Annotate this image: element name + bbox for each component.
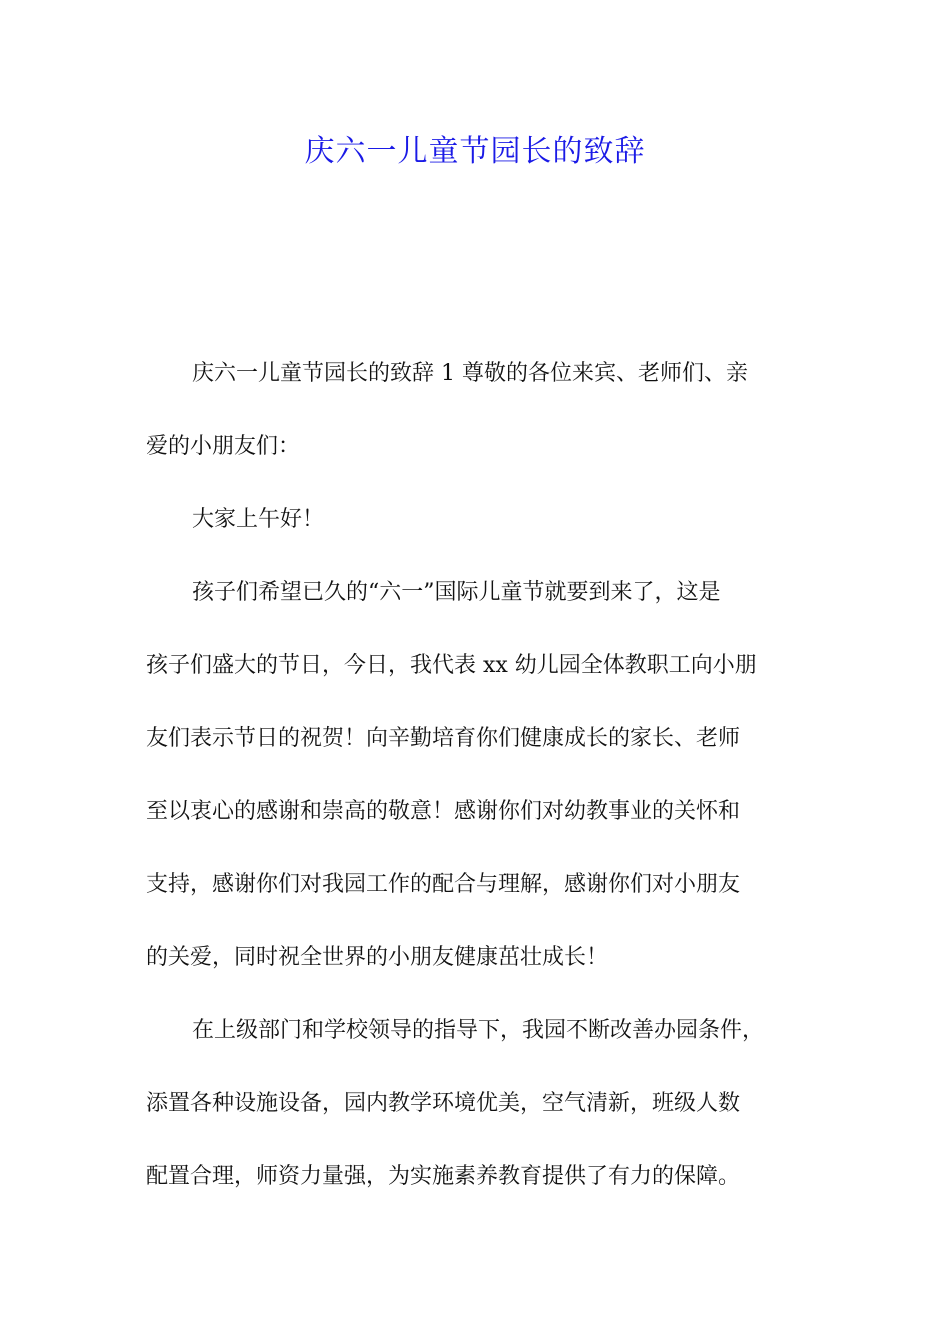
paragraph-line: 的关爱，同时祝全世界的小朋友健康茁壮成长！	[146, 945, 609, 970]
paragraph-line: 支持，感谢你们对我园工作的配合与理解，感谢你们对小朋友	[146, 872, 741, 897]
paragraph-line: 大家上午好！	[192, 507, 325, 532]
paragraph-4	[146, 994, 808, 1213]
paragraph-line: 添置各种设施设备，园内教学环境优美，空气清新，班级人数	[146, 1091, 741, 1116]
paragraph-3	[146, 556, 808, 994]
document-title: 庆六一儿童节园长的致辞	[304, 134, 646, 169]
paragraph-line: 孩子们盛大的节日，今日，我代表 xx 幼儿园全体教职工向小朋	[146, 653, 757, 678]
paragraph-line: 孩子们希望已久的“六一”国际儿童节就要到来了，这是	[192, 580, 721, 605]
paragraph-2	[146, 483, 808, 556]
paragraph-line: 配置合理，师资力量强，为实施素养教育提供了有力的保障。	[146, 1164, 741, 1189]
paragraph-line: 爱的小朋友们：	[146, 434, 301, 459]
paragraph-1	[146, 337, 808, 483]
paragraph-line: 至以衷心的感谢和崇高的敬意！感谢你们对幼教事业的关怀和	[146, 799, 741, 824]
paragraph-line: 庆六一儿童节园长的致辞 1 尊敬的各位来宾、老师们、亲	[192, 361, 748, 386]
paragraph-line: 友们表示节日的祝贺！向辛勤培育你们健康成长的家长、老师	[146, 726, 741, 751]
document-body	[146, 337, 808, 1213]
paragraph-line: 在上级部门和学校领导的指导下，我园不断改善办园条件，	[192, 1018, 765, 1043]
